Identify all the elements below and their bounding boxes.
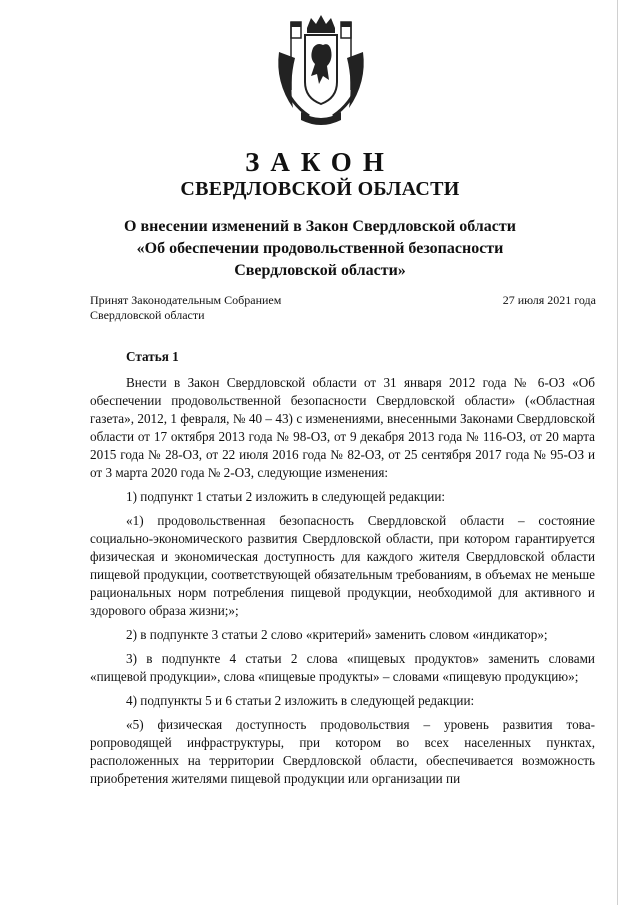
body-paragraph: 4) подпункты 5 и 6 статьи 2 изложить в следующей редакции:: [126, 693, 475, 708]
adoption-note-line: Свердловской области: [90, 308, 205, 322]
document-type-title: ЗАКОН: [245, 147, 395, 177]
subtitle-line: «Об обеспечении продовольственной безопасности: [136, 240, 504, 257]
body-paragraph: 3) в подпункте 4 статьи 2 слова «пищевых продуктов» заменить словами «пищевой продукции», слова «пищевые продукты» – словами «пищевую продукцию»;: [90, 651, 595, 684]
adoption-note: [90, 293, 281, 323]
body-paragraph: 1) подпункт 1 статьи 2 изложить в следующей редакции:: [126, 489, 446, 504]
body-paragraph: «1) продовольственная безопасность Свердловской области – состояние социально-экономического развития Свердловской области, при котором гарантируется физическая и экономическая доступность для каждого жителя Свердловской области пищевой продукции, соответствующей обязательным требованиям, в объемах не меньше рациональных норм потребления пищевой продукции, необходимой для активного и здорового образа жизни;»;: [90, 513, 595, 618]
body-paragraph: 2) в подпункте 3 статьи 2 слово «критерий» заменить словом «индикатор»;: [126, 627, 548, 642]
article-heading: Статья 1: [126, 349, 179, 364]
adoption-note-line: Принят Законодательным Собранием: [90, 293, 282, 307]
adoption-date: 27 июля 2021 года: [502, 293, 596, 307]
region-title: СВЕРДЛОВСКОЙ ОБЛАСТИ: [180, 178, 460, 200]
subtitle-line: О внесении изменений в Закон Свердловской области: [124, 218, 516, 235]
coat-of-arms-icon: [271, 12, 371, 130]
document-body: [90, 348, 595, 794]
subtitle-line: Свердловской области»: [234, 262, 406, 279]
scan-edge-line: [617, 0, 618, 905]
body-paragraph: «5) физическая доступность продовольствия – уровень развития товаропроводящей инфраструктуры, при котором во всех населенных пунктах, расположенных на территории Свердловской области, обеспечивается возможность приобретения жителями пищевой продукции или организации пи: [90, 717, 595, 786]
body-paragraph: Внести в Закон Свердловской области от 31 января 2012 года № 6-ОЗ «Об обеспечении продовольственной безопасности Свердловской области» («Областная газета», 2012, 1 февраля, № 40 – 43) с изменениями, внесенными Законами Свердловской области от 17 октября 2013 года № 98-ОЗ, от 9 декабря 2013 года № 116-ОЗ, от 20 марта 2015 года № 28-ОЗ, от 22 июля 2016 года № 82-ОЗ, от 25 сентября 2017 года № 95-ОЗ и от 3 марта 2020 года № 2-ОЗ, следующие изменения:: [90, 375, 595, 480]
law-subtitle: [100, 216, 540, 282]
